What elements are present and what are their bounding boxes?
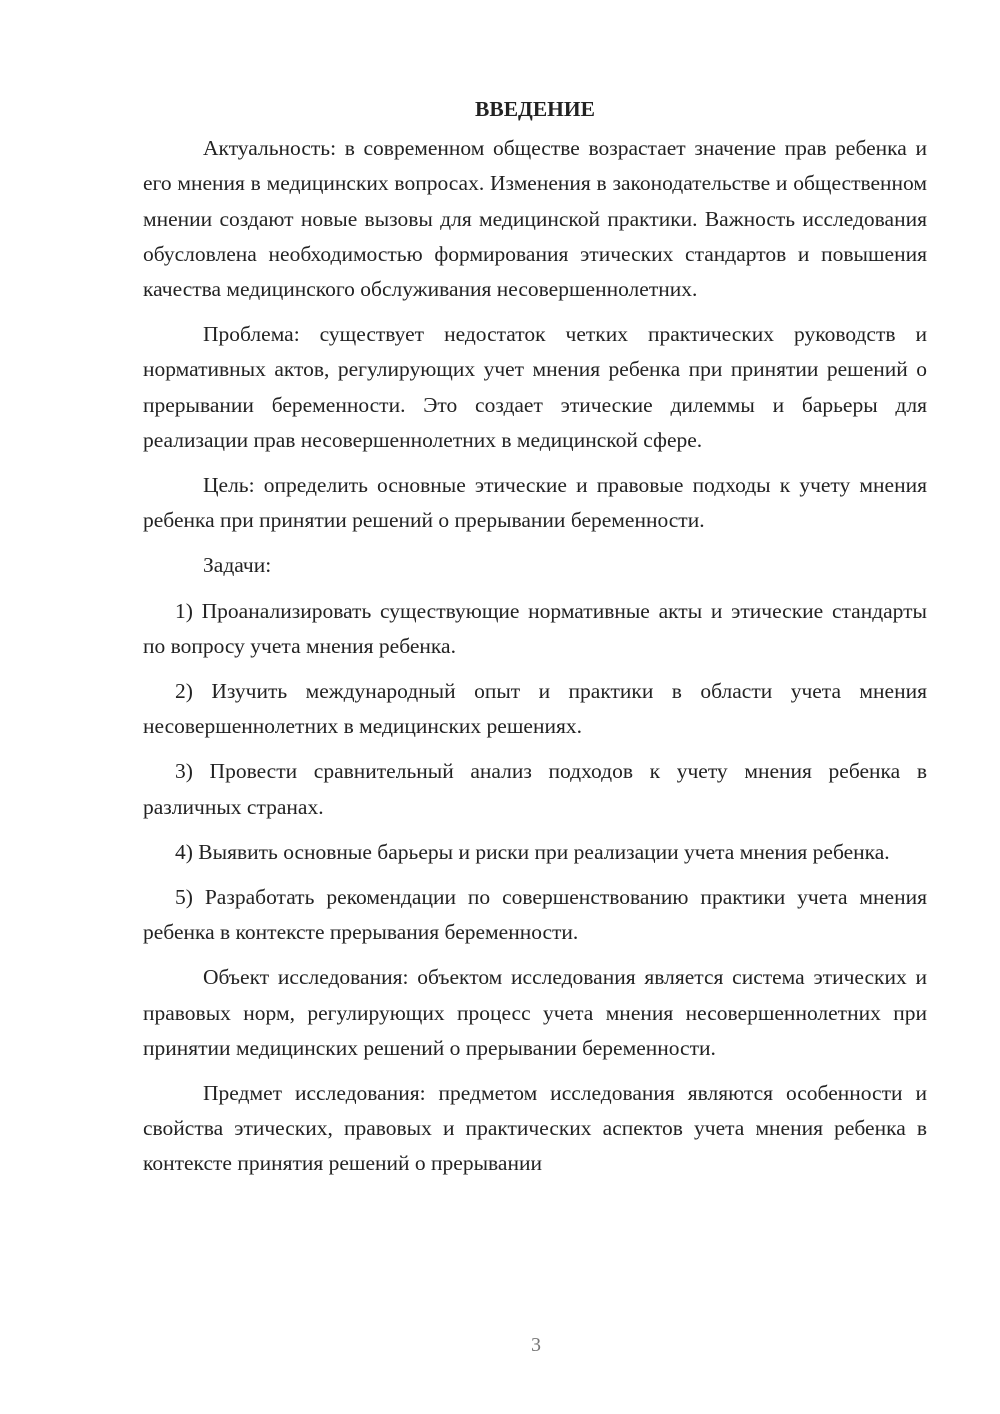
paragraph-object: Объект исследования: объектом исследования является система этических и правовых норм, регулирующих процесс учета мнения несовершеннолетних при принятии медицинских решений о прерывании беременности. [143,965,927,1060]
page-number: 3 [531,1334,541,1356]
paragraph-problem: Проблема: существует недостаток четких практических руководств и нормативных актов, регулирующих учет мнения ребенка при принятии решений о прерывании беременности. Это создает этические дилеммы и барьеры для реализации прав несовершеннолетних в медицинской сфере. [143,322,927,452]
paragraph-subject: Предмет исследования: предметом исследования являются особенности и свойства этических, правовых и практических аспектов учета мнения ребенка в контексте принятия решений о прерывании [143,1081,927,1176]
document-body [143,92,927,1192]
task-item: 1) Проанализировать существующие нормативные акты и этические стандарты по вопросу учета мнения ребенка. [143,598,927,658]
paragraph-relevance: Актуальность: в современном обществе возрастает значение прав ребенка и его мнения в медицинских вопросах. Изменения в законодательстве и общественном мнении создают новые вызовы для медицинской практики. Важность исследования обусловлена необходимостью формирования этических стандартов и повышения качества медицинского обслуживания несовершеннолетних. [143,136,927,302]
task-item: 4) Выявить основные барьеры и риски при реализации учета мнения ребенка. [175,839,890,864]
task-item: 5) Разработать рекомендации по совершенствованию практики учета мнения ребенка в контексте прерывания беременности. [143,885,927,945]
section-heading: ВВЕДЕНИЕ [475,97,595,121]
task-item: 2) Изучить международный опыт и практики в области учета мнения несовершеннолетних в медицинских решениях. [143,679,927,739]
paragraph-goal: Цель: определить основные этические и правовые подходы к учету мнения ребенка при принятии решений о прерывании беременности. [143,473,927,533]
tasks-label: Задачи: [203,553,272,578]
task-item: 3) Провести сравнительный анализ подходов к учету мнения ребенка в различных странах. [143,759,927,819]
